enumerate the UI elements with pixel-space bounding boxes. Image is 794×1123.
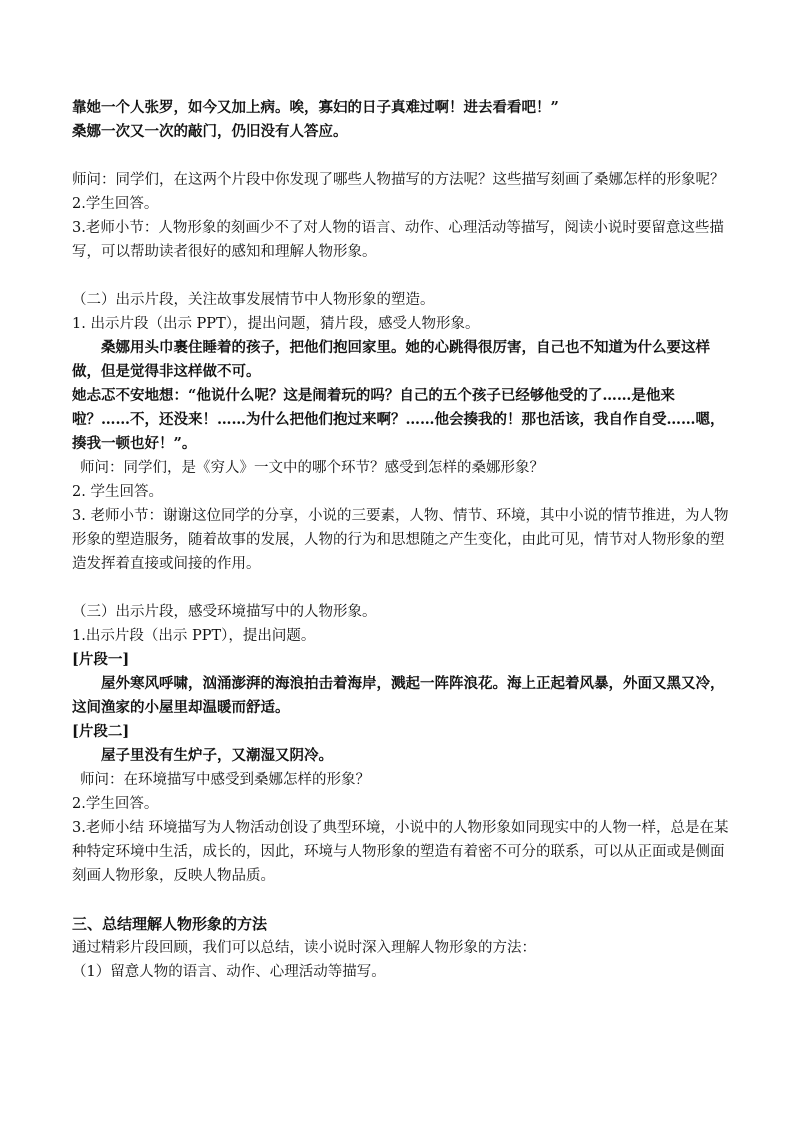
excerpt-paragraph: 屋外寒风呼啸，汹涌澎湃的海浪拍击着海岸，溅起一阵阵浪花。海上正起着风暴，外面又黑又冷，这间渔家的小屋里却温暖而舒适。 [72, 675, 725, 716]
excerpt-line: 桑娜一次又一次的敲门，仍旧没有人答应。 [72, 123, 348, 140]
teacher-summary: 3. 老师小节：谢谢这位同学的分享，小说的三要素，人物、情节、环境，其中小说的情节推进，为人物形象的塑造服务，随着故事的发展，人物的行为和思想随之产生变化，由此可见，情节对人物形象的塑造发挥着直接或间接的作用。 [72, 508, 729, 572]
section-heading: （三）出示片段，感受环境描写中的人物形象。 [72, 604, 377, 620]
list-item: （1）留意人物的语言、动作、心理活动等描写。 [72, 964, 386, 980]
step-text: 1. 出示片段（出示 PPT），提出问题，猜片段，感受人物形象。 [72, 316, 480, 332]
step-text: 2.学生回答。 [72, 196, 159, 212]
document-page [72, 96, 732, 984]
step-text: 1.出示片段（出示 PPT），提出问题。 [72, 628, 316, 644]
excerpt-paragraph: 她忐忑不安地想：“他说什么呢？这是闹着玩的吗？自己的五个孩子已经够他受的了……是他来啦？……不，还没来！……为什么把他们抱过来啊？……他会揍我的！那也活该，我自作自受……嗯，揍我一顿也好！”。 [72, 387, 725, 452]
excerpt-paragraph: 桑娜用头巾裹住睡着的孩子，把他们抱回家里。她的心跳得很厉害，自己也不知道为什么要这样做，但是觉得非这样做不可。 [72, 339, 710, 380]
excerpt-paragraph: 屋子里没有生炉子，又潮湿又阴冷。 [101, 747, 333, 764]
excerpt-tag: [片段一] [72, 651, 130, 668]
step-text: 2.学生回答。 [72, 796, 159, 812]
step-text: 2. 学生回答。 [72, 484, 163, 500]
teacher-question: 师问：同学们，是《穷人》一文中的哪个环节？感受到怎样的桑娜形象？ [80, 460, 544, 476]
section-heading: （二）出示片段，关注故事发展情节中人物形象的塑造。 [72, 292, 435, 308]
main-heading: 三、总结理解人物形象的方法 [72, 915, 268, 933]
teacher-summary: 3.老师小节：人物形象的刻画少不了对人物的语言、动作、心理活动等描写，阅读小说时要留意这些描写，可以帮助读者很好的感知和理解人物形象。 [72, 220, 724, 260]
body-text: 通过精彩片段回顾，我们可以总结，读小说时深入理解人物形象的方法： [72, 940, 536, 956]
teacher-summary: 3.老师小结 环境描写为人物活动创设了典型环境，小说中的人物形象如同现实中的人物一样，总是在某种特定环境中生活，成长的，因此，环境与人物形象的塑造有着密不可分的联系，可以从正面或是侧面刻画人物形象，反映人物品质。 [72, 820, 729, 884]
teacher-question: 师问：同学们，在这两个片段中你发现了哪些人物描写的方法呢？这些描写刻画了桑娜怎样的形象呢？ [72, 172, 725, 188]
teacher-question: 师问：在环境描写中感受到桑娜怎样的形象？ [80, 772, 370, 788]
excerpt-tag: [片段二] [72, 723, 130, 740]
excerpt-line: 靠她一个人张罗，如今又加上病。唉，寡妇的日子真难过啊！进去看看吧！” [72, 99, 559, 116]
